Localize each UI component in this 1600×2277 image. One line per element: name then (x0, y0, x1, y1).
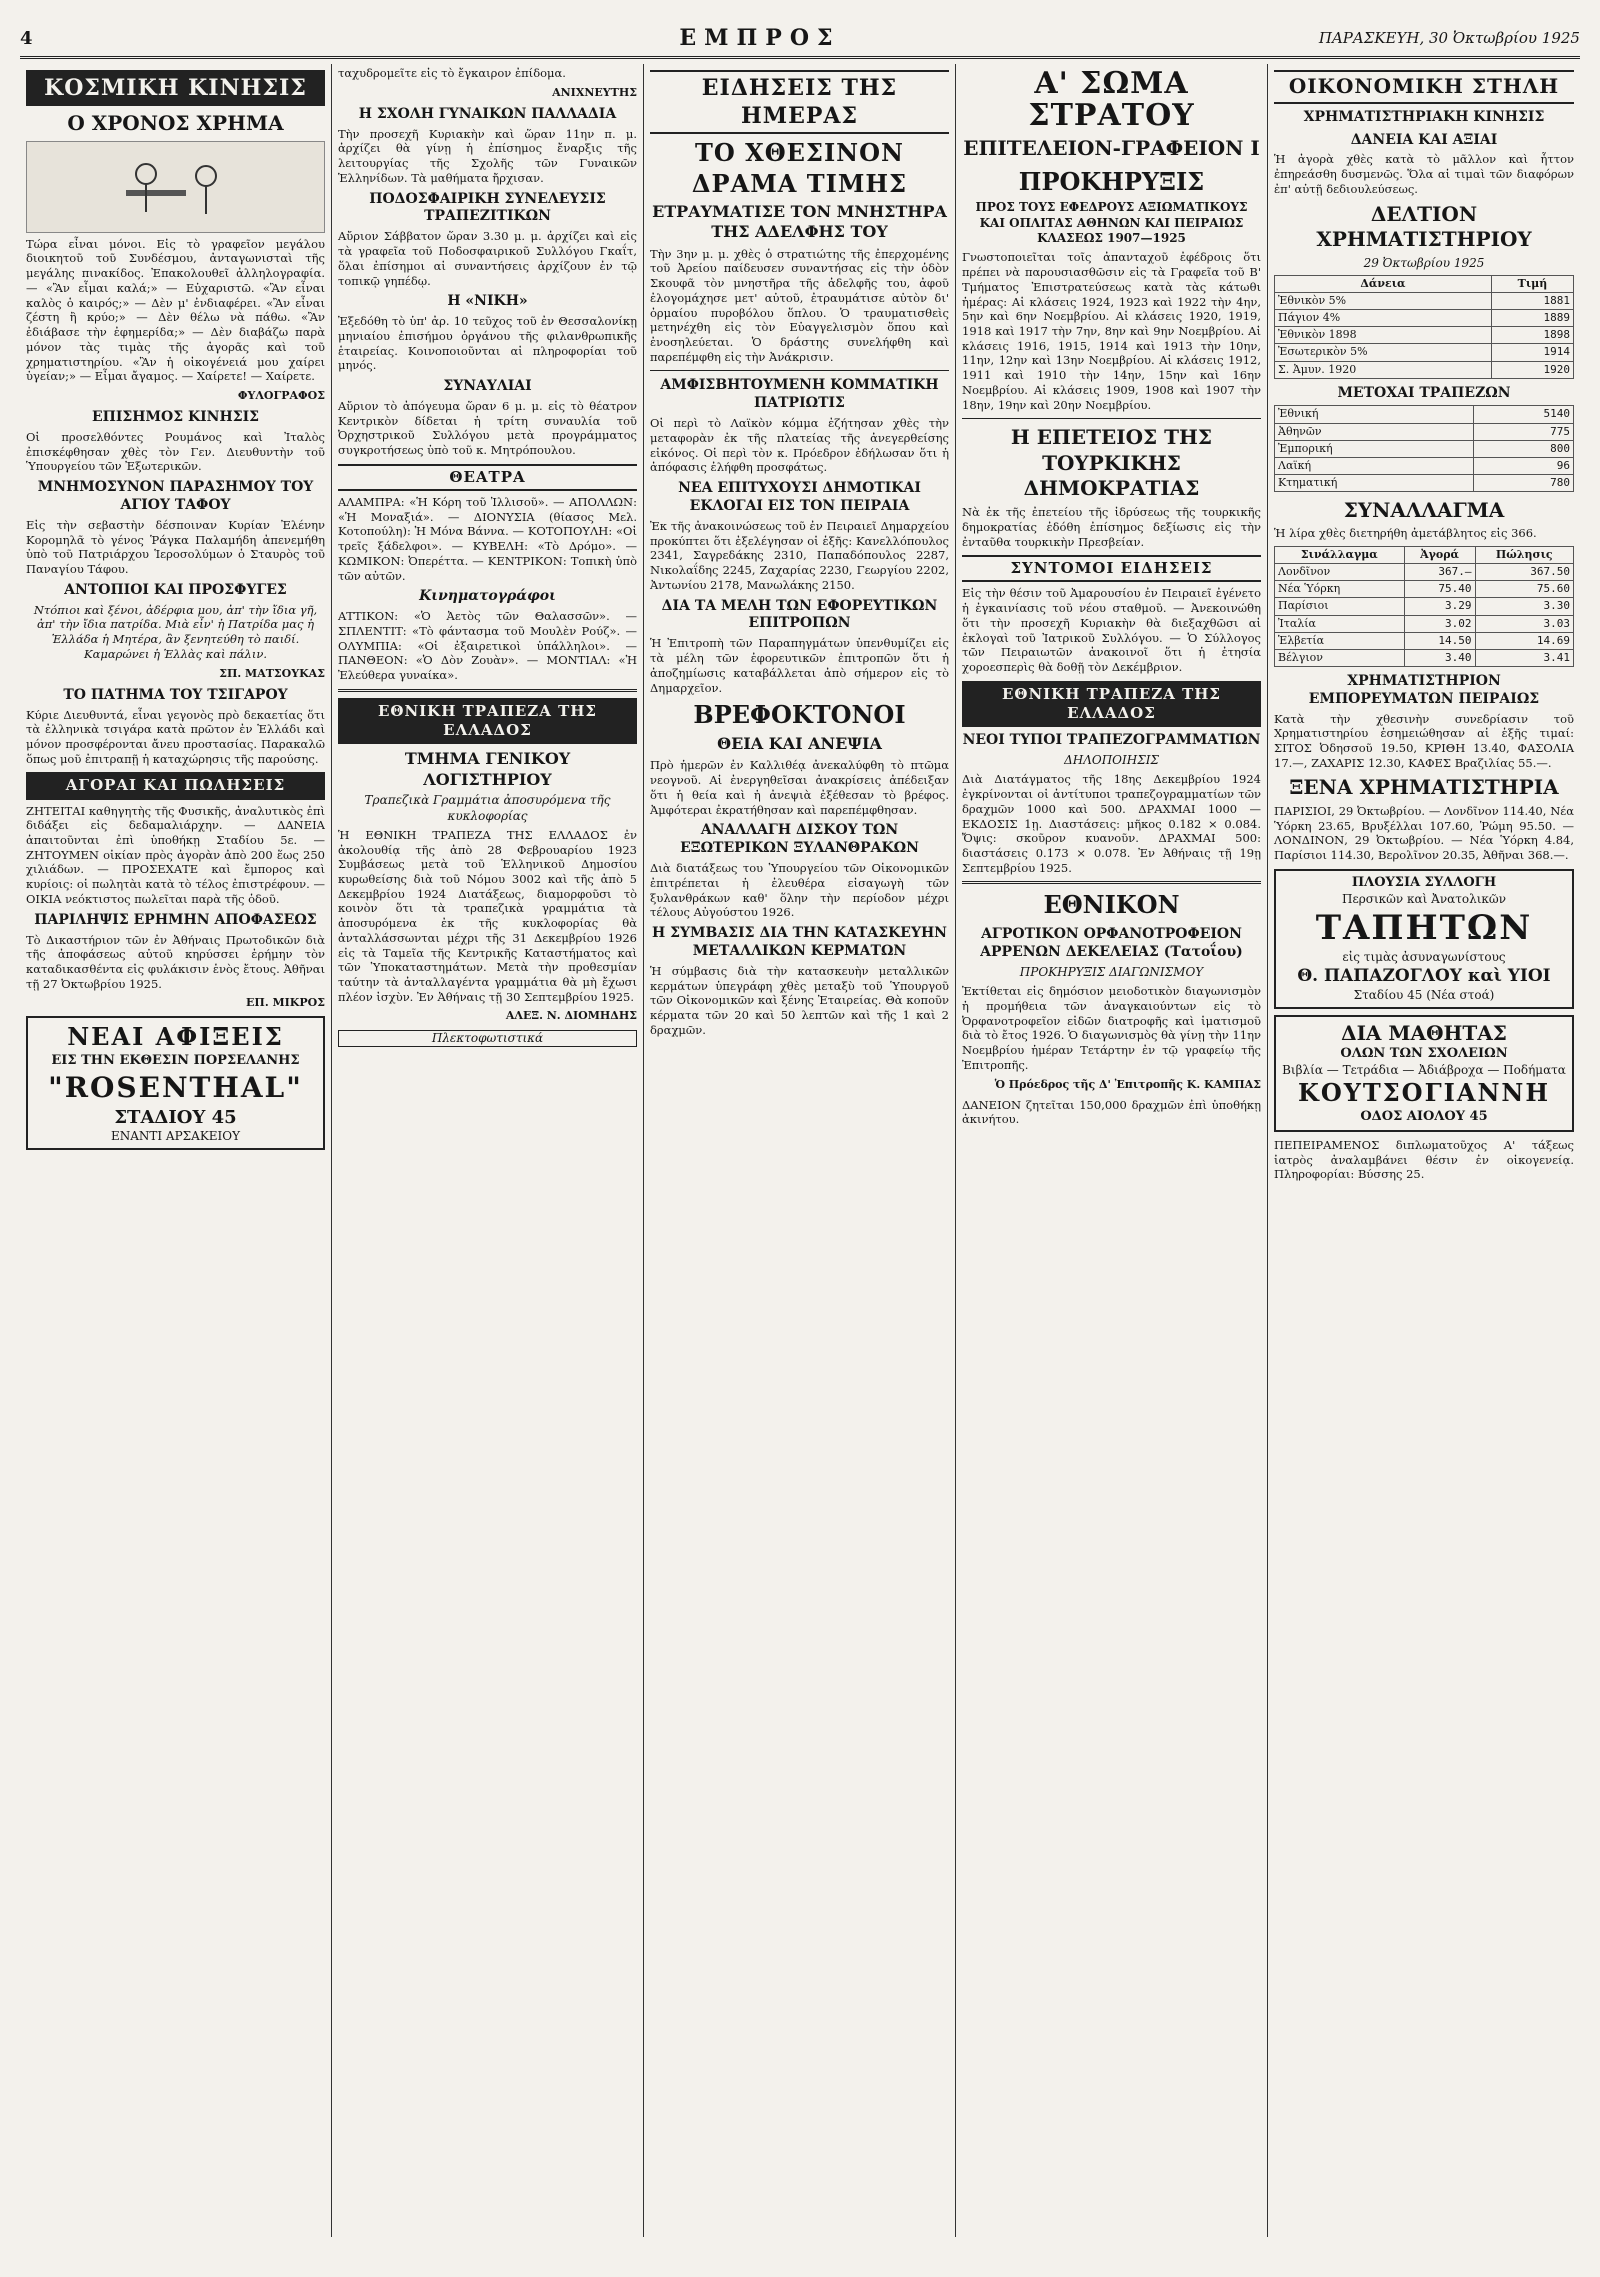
table-cell: 3.40 (1404, 649, 1475, 666)
notice-text: Τὸ Δικαστήριον τῶν ἐν Ἀθήναις Πρωτοδικῶν διὰ τῆς ἀποφάσεως αὐτοῦ κηρύσσει ἐρήμην τὸν καταδικασθέντα εἰς φυλάκισιν ἑνὸς ἔτους. Ἀθῆναι τῇ 27 Ὀκτωβρίου 1925. (26, 932, 325, 991)
bank-ad-footer: Πλεκτοφωτιστικά (338, 1030, 637, 1047)
table-row (1275, 632, 1574, 649)
table-cell: Ἐθνική (1275, 406, 1474, 423)
heading-committees: ΔΙΑ ΤΑ ΜΕΛΗ ΤΩΝ ΕΦΟΡΕΥΤΙΚΩΝ ΕΠΙΤΡΟΠΩΝ (661, 597, 938, 632)
ad-headline: ΠΛΟΥΣΙΑ ΣΥΛΛΟΓΗ (1351, 874, 1497, 890)
rubric-army: Α' ΣΩΜΑ ΣΤΡΑΤΟΥ (1028, 66, 1195, 133)
orphanage-text: Ἐκτίθεται εἰς δημόσιον μειοδοτικὸν διαγωνισμὸν ἡ προμήθεια τῶν ἀναγκαιούντων εἰς τὸ Ὀρφανοτροφεῖον εἰδῶν διατροφῆς καὶ ἱματισμοῦ διὰ τὸ ἔτος 1926. Ὁ διαγωνισμὸς θὰ γίνῃ τὴν 11ην Νοεμβρίου ἡμέραν Τετάρτην ἐν τῷ γραφείῳ τῆς Ἐπιτροπῆς. (962, 984, 1261, 1072)
table-row (1275, 598, 1574, 615)
heading-memorial: ΜΝΗΜΟΣΥΝΟΝ ΠΑΡΑΣΗΜΟΥ ΤΟΥ ΑΓΙΟΥ ΤΑΦΟΥ (37, 479, 314, 513)
loans-text: Ἡ ἀγορὰ χθὲς κατὰ τὸ μᾶλλον καὶ ἧττον ἐπηρεάσθη δυσμενῶς. Ὅλα αἱ τιμαὶ τῶν διαφόρων ἐπ' αὐτῇ δεδιουλεύσεως. (1274, 152, 1574, 196)
table-cell: Ἐσωτερικὸν 5% (1275, 344, 1492, 361)
ad-location: ΕΝΑΝΤΙ ΑΡΣΑΚΕΙΟΥ (110, 1128, 241, 1143)
table-cell: Ἑλβετία (1275, 632, 1405, 649)
rubric-news: ΕΙΔΗΣΕΙΣ ΤΗΣ ΗΜΕΡΑΣ (650, 70, 949, 134)
table-header: Σινάλλαγμα (1275, 547, 1405, 564)
heading-elections: ΝΕΑ ΕΠΙΤΥΧΟΥΣΙ ΔΗΜΟΤΙΚΑΙ ΕΚΛΟΓΑΙ ΕΙΣ ΤΟΝ ΠΕΙΡΑΙΑ (678, 480, 921, 515)
poem-signature: ΣΠ. ΜΑΤΣΟΥΚΑΣ (219, 666, 325, 680)
column-4 (956, 64, 1268, 2237)
ad-headline: ΔΙΑ ΜΑΘΗΤΑΣ (1341, 1020, 1507, 1045)
classified-text: ΠΕΠΕΙΡΑΜΕΝΟΣ διπλωματοῦχος Α' τάξεως ἰατρὸς ἀναλαμβάνει θέσιν ἐν οἰκογενείᾳ. Πληροφορίαι: Βύσσης 25. (1274, 1137, 1574, 1182)
ad-brand: ΚΟΥΤΣΟΓΙΑΝΝΗ (1297, 1078, 1551, 1108)
table-cell: 3.02 (1404, 615, 1475, 632)
heading-piraeus-exchange: ΧΡΗΜΑΤΙΣΤΗΡΙΟΝ ΕΜΠΟΡΕΥΜΑΤΩΝ ΠΕΙΡΑΙΩΣ (1308, 672, 1540, 707)
table-row (1275, 406, 1574, 423)
table-row (1275, 310, 1574, 327)
continued-text: ταχυδρομεῖτε εἰς τὸ ἔγκαιρον ἐπίδομα. (338, 66, 566, 80)
rubric-army-office: ΕΠΙΤΕΛΕΙΟΝ-ΓΡΑΦΕΙΟΝ Ι (963, 136, 1260, 160)
memorial-text: Εἰς τὴν σεβαστὴν δέσποιναν Κυρίαν Ἐλένην Κορομηλᾶ τὸ γένος Ῥάγκα Παλαμήδη ἀπενεμήθη ὑπὸ τοῦ Πατριάρχου Ἱεροσολύμων ὁ Σταυρὸς τοῦ Παναγίου Τάφου. (26, 517, 325, 577)
turkish-republic-text: Νὰ ἐκ τῆς ἐπετείου τῆς ἰδρύσεως τῆς τουρκικῆς δημοκρατίας ἐδόθη ἐπίσημος δεξίωσις εἰς τὴν ἐνταῦθα τουρκικὴν Πρεσβείαν. (962, 505, 1261, 549)
story-signature: ΦΥΛΟΓΡΑΦΟΣ (237, 388, 325, 402)
table-row (1275, 615, 1574, 632)
heading-notice: ΠΑΡΙΛΗΨΙΣ ΕΡΗΜΗΝ ΑΠΟΦΑΣΕΩΣ (34, 911, 317, 928)
heading-infanticide: ΒΡΕΦΟΚΤΟΝΟΙ (693, 700, 906, 730)
ad-brand: Θ. ΠΑΠΑΖΟΓΛΟΥ καὶ ΥΙΟΙ (1297, 965, 1551, 986)
divider (962, 418, 1261, 419)
heading-cigarette: ΤΟ ΠΑΤΗΜΑ ΤΟΥ ΤΣΙΓΑΡΟΥ (63, 686, 288, 703)
table-row (1275, 581, 1574, 598)
orphanage-subtitle-2: ΠΡΟΚΗΡΥΞΙΣ ΔΙΑΓΩΝΙΣΜΟΥ (1019, 964, 1204, 979)
ad-address: ΣΤΑΔΙΟΥ 45 (114, 1106, 237, 1128)
table-row (1275, 440, 1574, 457)
ad-headline: ΝΕΑΙ ΑΦΙΞΕΙΣ (67, 1022, 284, 1052)
table-cell: 96 (1473, 457, 1573, 474)
piraeus-exchange-text: Κατὰ τὴν χθεσινὴν συνεδρίασιν τοῦ Χρηματιστηρίου ἐσημειώθησαν αἱ ἑξῆς τιμαί: ΣΙΤΟΣ Ὀδησσοῦ 19.50, ΚΡΙΘΗ 13.40, ΦΑΣΟΛΙΑ 17.—, ΖΑΧΑΡΙΣ 12.30, ΚΑΦΕΣ Βραζιλίας 55.—. (1274, 711, 1574, 770)
table-row (1275, 361, 1574, 378)
table-cell: 14.50 (1404, 632, 1475, 649)
ad-address: Σταδίου 45 (Νέα στοά) (1353, 987, 1495, 1002)
orphanage-title: ΕΘΝΙΚΟΝ (1043, 890, 1180, 920)
table-header: Πώλησις (1475, 547, 1573, 564)
table-header: Ἀγορά (1404, 547, 1475, 564)
committees-text: Ἡ Ἐπιτροπὴ τῶν Παραπηγμάτων ὑπενθυμίζει εἰς τὰ μέλη τῶν ἐφορευτικῶν ἐπιτροπῶν ὅτι ἡ ἀποζημίωσις καταβάλλεται ἀπὸ σήμερον εἰς τὸ Δημαρχεῖον. (650, 636, 949, 695)
ad-school-supplies (1274, 1015, 1574, 1132)
divider (650, 370, 949, 371)
bank-ad-subtitle: ΤΜΗΜΑ ΓΕΝΙΚΟΥ ΛΟΓΙΣΤΗΡΙΟΥ (404, 749, 571, 789)
table-cell: 1881 (1491, 293, 1573, 310)
ad-subline: Περσικῶν καὶ Ἀνατολικῶν (1342, 891, 1506, 906)
table-cell: 367.— (1404, 564, 1475, 581)
niki-text: Ἐξεδόθη τὸ ὑπ' ἀρ. 10 τεῦχος τοῦ ἐν Θεσσαλονίκῃ μηνιαίου ἐπισήμου ὀργάνου τῆς φιλανθρωπικῆς ἑταιρείας. Κοινοποιοῦνται αἱ πληροφορίαι τοῦ μηνός. (338, 314, 637, 373)
exchange-table (1274, 546, 1574, 667)
brief-news-text: Εἰς τὴν θέσιν τοῦ Ἀμαρουσίου ἐν Πειραιεῖ ἐγένετο ἡ ἐγκαινίασις τοῦ νέου σταθμοῦ. — Ἀνεκοινώθη ὅτι τὴν προσεχῆ Κυριακὴν θὰ διεξαχθῶσι αἱ ἐκλογαὶ τοῦ Ἰατρικοῦ Συλλόγου. — Ὁ Σύλλογος τῶν Πειραιωτῶν ἀνακοινοῖ ὅτι ἡ ἐτησία χοροεσπερὶς θὰ δοθῇ τὸν Δεκέμβριον. (962, 586, 1261, 675)
heading-official: ΕΠΙΣΗΜΟΣ ΚΙΝΗΣΙΣ (91, 409, 260, 426)
charcoal-text: Διὰ διατάξεως του Ὑπουργείου τῶν Οἰκονομικῶν ἐπιτρέπεται ἡ ἐλευθέρα εἰσαγωγὴ τῶν ξυλανθράκων καθ' ὅλην τὴν περίοδον μέχρι τέλους Αὐγούστου 1926. (650, 861, 949, 920)
assembly-text: Αὔριον Σάββατον ὥραν 3.30 μ. μ. ἀρχίζει καὶ εἰς τὰ γραφεῖα τοῦ Ποδοσφαιρικοῦ Συλλόγου Γκαΐτ, ὅλαι ἐπίσημοι αἱ συναντήσεις ἀρχίζουν ἐν τῷ τοπικῷ γηπέδῳ. (338, 229, 637, 288)
heading-patriotism: ΑΜΦΙΣΒΗΤΟΥΜΕΝΗ ΚΟΜΜΑΤΙΚΗ ΠΑΤΡΙΩΤΙΣ (660, 377, 939, 412)
heading-brief-news: ΣΥΝΤΟΜΟΙ ΕΙΔΗΣΕΙΣ (962, 555, 1261, 582)
heading-charcoal: ΑΝΑΛΛΑΓΗ ΔΙΣΚΟΥ ΤΩΝ ΕΞΩΤΕΡΙΚΩΝ ΞΥΛΑΝΘΡΑΚΩΝ (680, 822, 919, 857)
table-cell: 14.69 (1475, 632, 1573, 649)
continued-signature: ΑΝΙΧΝΕΥΤΗΣ (552, 85, 637, 99)
table-cell: Σ. Ἀμυν. 1920 (1275, 361, 1492, 378)
table-cell: Πάγιον 4% (1275, 310, 1492, 327)
infanticide-text: Πρὸ ἡμερῶν ἐν Καλλιθέᾳ ἀνεκαλύφθη τὸ πτῶμα νεογνοῦ. Αἱ ἐνεργηθεῖσαι ἀνακρίσεις ἀπέδειξαν ὅτι ἡ θεία καὶ ἡ ἀνεψιὰ ἐξέθεσαν τὸ βρέφος. Ἀμφότεραι ἐκρατήθησαν καὶ παρεπέμφθησαν. (650, 758, 949, 817)
table-cell: 1898 (1491, 327, 1573, 344)
table-row (1275, 327, 1574, 344)
table-cell: 3.41 (1475, 649, 1573, 666)
table-cell: Ἐμπορική (1275, 440, 1474, 457)
heading-cinemas: Κινηματογράφοι (419, 588, 556, 605)
table-cell: 75.40 (1404, 581, 1475, 598)
table-cell: 75.60 (1475, 581, 1573, 598)
table-cell: Νέα Ὑόρκη (1275, 581, 1405, 598)
ad-brand: "ROSENTHAL" (48, 1070, 303, 1104)
heading-bulletin: ΔΕΛΤΙΟΝ ΧΡΗΜΑΤΙΣΤΗΡΙΟΥ (1316, 201, 1532, 252)
rubric-economy: ΟΙΚΟΝΟΜΙΚΗ ΣΤΗΛΗ (1274, 70, 1574, 104)
ad-subline: ΕΙΣ ΤΗΝ ΕΚΘΕΣΙΝ ΠΟΡΣΕΛΑΝΗΣ (51, 1053, 300, 1069)
infanticide-subtitle: ΘΕΙΑ ΚΑΙ ΑΝΕΨΙΑ (717, 733, 882, 753)
heading-concerts: ΣΥΝΑΥΛΙΑΙ (443, 378, 532, 395)
heading-bank-shares: ΜΕΤΟΧΑΙ ΤΡΑΠΕΖΩΝ (1337, 384, 1511, 401)
masthead (20, 20, 1580, 59)
table-row (1275, 649, 1574, 666)
ad-subline: ΟΛΩΝ ΤΩΝ ΣΧΟΛΕΙΩΝ (1340, 1046, 1508, 1062)
ad-carpets (1274, 869, 1574, 1009)
cinemas-text: ΑΤΤΙΚΟΝ: «Ὁ Ἀετὸς τῶν Θαλασσῶν». — ΣΠΛΕΝΤΙΤ: «Τὸ φάντασμα τοῦ Μουλὲν Ρούζ». — ΟΛΥΜΠΙΑ: «Οἱ ἐξαιρετικοὶ ὑπάλληλοι». — ΠΑΝΘΕΟΝ: «Ὁ Δὸν Ζουὰν». — ΜΟΝΤΙΑΛ: «Ἡ Ἐλεύθερα γυναίκα». (338, 609, 637, 683)
bank-notice-title: ΕΘΝΙΚΗ ΤΡΑΠΕΖΑ ΤΗΣ ΕΛΛΑΔΟΣ (962, 681, 1261, 727)
illustration (26, 141, 325, 233)
proclamation-recipients: ΠΡΟΣ ΤΟΥΣ ΕΦΕΔΡΟΥΣ ΑΞΙΩΜΑΤΙΚΟΥΣ ΚΑΙ ΟΠΛΙΤΑΣ ΑΘΗΝΩΝ ΚΑΙ ΠΕΙΡΑΙΩΣ ΚΛΑΣΕΩΣ 1907—1925 (975, 200, 1248, 246)
bank-notice-text: Διὰ Διατάγματος τῆς 18ης Δεκεμβρίου 1924 ἐγκρίνονται οἱ ἀντίτυποι τραπεζογραμματίων τῶν δραχμῶν 1000 καὶ 500. ΔΡΑΧΜΑΙ 1000 — ΕΚΔΟΣΙΣ 1ῃ. Διαστάσεις: μῆκος 0.182 × 0.084. Ὄψις: σκοῦρον κυανοῦν. ΔΡΑΧΜΑΙ 500: διαστάσεις 0.173 × 0.078. Ἐν Ἀθήναις τῇ 19ῃ Σεπτεμβρίου 1925. (962, 772, 1261, 875)
newspaper-page (20, 20, 1580, 2237)
bank-shares-table (1274, 405, 1574, 491)
table-row (1275, 344, 1574, 361)
heading-exchange: ΣΥΝΑΛΛΑΓΜΑ (1343, 497, 1505, 522)
bank-ad-title: ΕΘΝΙΚΗ ΤΡΑΠΕΖΑ ΤΗΣ ΕΛΛΑΔΟΣ (338, 698, 637, 744)
column-1 (20, 64, 332, 2237)
table-cell: 3.03 (1475, 615, 1573, 632)
lead-text: Τὴν 3ην μ. μ. χθὲς ὁ στρατιώτης τῆς ἐπερχομένης τοῦ Ἀρείου παίδευσεν συναντήσας εἰς τὴν ὁδὸν Σκουφᾶ τὸν μνηστῆρα τῆς ἀδελφῆς του, ἀφοῦ ἐλογομάχησε μετ' αὐτοῦ, ἐτραυμάτισε αὐτὸν δι' ὀρμαίου πυροβόλου ὅπλου. Ὁ τραυματισθεὶς μετηνέχθη εἰς τὸν Εὐαγγελισμὸν ὅπου καὶ ἐνοσηλεύεται. Ὁ δράστης συνελήφθη καὶ παρεπέμφθη εἰς τὴν Ἀνάκρισιν. (650, 246, 949, 364)
bank-notice-subtitle-2: ΔΗΛΟΠΟΙΗΣΙΣ (1064, 753, 1159, 768)
table-cell: 775 (1473, 423, 1573, 440)
heading-school: Η ΣΧΟΛΗ ΓΥΝΑΙΚΩΝ ΠΑΛΛΑΔΙΑ (358, 105, 617, 122)
bank-notice-subtitle: ΝΕΟΙ ΤΥΠΟΙ ΤΡΑΠΕΖΟΓΡΑΜΜΑΤΙΩΝ (962, 732, 1261, 749)
ad-product: ΤΑΠΗΤΩΝ (1315, 907, 1533, 948)
orphanage-subtitle: ΑΓΡΟΤΙΚΟΝ ΟΡΦΑΝΟΤΡΟΦΕΙΟΝ ΑΡΡΕΝΩΝ ΔΕΚΕΛΕΙΑΣ (Τατοΐου) (980, 926, 1243, 961)
table-cell: Παρίσιοι (1275, 598, 1405, 615)
table-cell: Λαϊκή (1275, 457, 1474, 474)
page-number: 4 (20, 27, 33, 49)
market-text: ΖΗΤΕΙΤΑΙ καθηγητὴς τῆς Φυσικῆς, ἀναλυτικὸς ἐπὶ διδάξει εἰς δεδαμαλιάρχην. — ΔΑΝΕΙΑ ἀπαιτοῦνται ἐπὶ ὑποθήκῃ Σταδίου 5ε. — ΖΗΤΟΥΜΕΝ οἰκίαν πρὸς ἀγορὰν ἀπὸ 200 ἕως 250 χιλιάδων. — ΠΡΟΣΕΧΑΤΕ καὶ ἔμπορος καὶ κυρίοις: οἱ πωλητὰι κατὰ τὸ τέλος ἐπιστρέφουν. — ΟΙΚΙΑ νεόκτιστος πωλεῖται παρὰ τῆς ὁδοῦ. (26, 803, 325, 906)
table-cell: Ἀθηνῶν (1275, 423, 1474, 440)
lead-title: ΤΟ ΧΘΕΣΙΝΟΝ ΔΡΑΜΑ ΤΙΜΗΣ (691, 138, 908, 199)
heading-niki: Η «ΝΙΚΗ» (447, 293, 528, 310)
ad-rosenthal (26, 1016, 325, 1150)
school-text: Τὴν προσεχῆ Κυριακὴν καὶ ὥραν 11ην π. μ. ἀρχίζει θὰ γίνῃ ἡ ἐπίσημος ἔναρξις τῆς λειτουργίας τῆς Σχολῆς τῶν Γυναικῶν Ἑλληνίδων. Τὰ μαθήματα ἤρχισαν. (338, 126, 637, 185)
columns (20, 64, 1580, 2237)
illustration-icon (116, 152, 236, 222)
rubric-social: ΚΟΣΜΙΚΗ ΚΙΝΗΣΙΣ (26, 70, 325, 106)
table-cell: 1889 (1491, 310, 1573, 327)
table-cell: Λονδῖνον (1275, 564, 1405, 581)
heading-foreign-exchanges: ΞΕΝΑ ΧΡΗΜΑΤΙΣΤΗΡΙΑ (1289, 775, 1559, 800)
ad-prices: εἰς τιμὰς ἀσυναγωνίστους (1342, 950, 1506, 965)
loans-table (1274, 275, 1574, 378)
exchange-note: Ἡ λίρα χθὲς διετηρήθη ἀμετάβλητος εἰς 366. (1274, 526, 1537, 541)
ad-products: Βιβλία — Τετράδια — Ἀδιάβροχα — Ποδήματα (1282, 1063, 1566, 1078)
lead-subtitle: ΕΤΡΑΥΜΑΤΙΣΕ ΤΟΝ ΜΝΗΣΤΗΡΑ ΤΗΣ ΑΔΕΛΦΗΣ ΤΟΥ (652, 201, 947, 242)
column-2 (332, 64, 644, 2237)
bank-ad-signature: ΑΛΕΞ. Ν. ΔΙΟΜΗΔΗΣ (505, 1009, 637, 1023)
heading-loans: ΔΑΝΕΙΑ ΚΑΙ ΑΞΙΑΙ (1350, 131, 1498, 148)
heading-assembly: ΠΟΔΟΣΦΑΙΡΙΚΗ ΣΥΝΕΛΕΥΣΙΣ ΤΡΑΠΕΖΙΤΙΚΩΝ (369, 190, 606, 225)
concerts-text: Αὔριον τὸ ἀπόγευμα ὥραν 6 μ. μ. εἰς τὸ θέατρον Κεντρικὸν δίδεται ἡ τρίτη συναυλία τοῦ Ὀρχηστρικοῦ Συλλόγου μετὰ προγράμματος συγκροτήσεως ὑπὸ τοῦ κ. Μητρόπουλου. (338, 398, 637, 458)
cigarette-text: Κύριε Διευθυντά, εἶναι γεγονὸς πρὸ δεκαετίας ὅτι τὰ ἐλληνικὰ τσιγάρα κατὰ πρῶτον ἐν Ἑλλάδι καὶ μόνον προσφέρονται ἄνευ προστασίας. Παρακαλῶ ὅπως μοῦ ἐπιτραπῇ ἡ καταχώρησις τῆς παρούσης. (26, 707, 325, 766)
table-row (1275, 474, 1574, 491)
loan-classified: ΔΑΝΕΙΟΝ ζητεῖται 150,000 δραχμῶν ἐπὶ ὑποθήκῃ ἀκινήτου. (962, 1097, 1261, 1127)
table-cell: 5140 (1473, 406, 1573, 423)
proclamation-title: ΠΡΟΚΗΡΥΞΙΣ (1018, 166, 1205, 196)
newspaper-title: ΕΜΠΡΟΣ (679, 25, 841, 51)
proclamation-text: Γνωστοποιεῖται τοῖς ἀπανταχοῦ ἐφέδροις ὅτι πρέπει νὰ παρουσιασθῶσιν εἰς τὰ Γραφεῖα τοῦ Β' Τμήματος Ἐπιστρατεύσεως κατὰ τὰς κάτωθι ἡμέρας: Αἱ κλάσεις 1924, 1923 καὶ 1922 τὴν 4ην, 5ην καὶ 6ην Νοεμβρίου. Αἱ κλάσεις 1920, 1919, 1918 καὶ 1917 τὴν 7ην, 8ην καὶ 9ην Νοεμβρίου. Αἱ κλάσεις 1916, 1915, 1914 καὶ 1913 τὴν 10ην, 11ην, 12ην καὶ 13ην Νοεμβρίου. Αἱ κλάσεις 1912, 1911 καὶ 1910 τὴν 14ην, 15ην καὶ 16ην Νοεμβρίου. Αἱ κλάσεις 1909, 1908 καὶ 1907 τὴν 18ην, 19ην καὶ 20ην Νοεμβρίου. (962, 250, 1261, 412)
bank-ad-subtitle-2: Τραπεζικὰ Γραμμάτια ἀποσυρόμενα τῆς κυκλοφορίας (364, 793, 611, 823)
table-cell: 367.50 (1475, 564, 1573, 581)
column-5 (1268, 64, 1580, 2237)
table-header: Δάνεια (1275, 276, 1492, 293)
bank-ad-text: Ἡ ΕΘΝΙΚΗ ΤΡΑΠΕΖΑ ΤΗΣ ΕΛΛΑΔΟΣ ἐν ἀκολουθίᾳ τῆς ἀπὸ 28 Φεβρουαρίου 1923 Συμβάσεως μετὰ τοῦ Ἑλληνικοῦ Δημοσίου κυρωθείσης διὰ τοῦ Νόμου 3002 καὶ τῆς ἀπὸ 5 Δεκεμβρίου 1924 Διατάξεως, διαμορφοῦσι τὸ κοινὸν ὅτι τὰ τραπεζικὰ γραμμάτια τὰ ἀποσυρόμενα ἐκ τῆς κυκλοφορίας θὰ ἀνταλλάσσωνται μέχρι τῆς 31 Δεκεμβρίου 1926 εἰς τὰ Ταμεῖα τῆς Κεντρικῆς Καταστήματος καὶ τῶν Ὑποκαταστημάτων. Μετὰ τὴν προθεσμίαν ταύτην τὰ ἀνταλλαγέντα γραμμάτια θὰ μὴ ἔχωσι πλέον ἰσχὺν. Ἐν Ἀθήναις τῇ 30 Σεπτεμβρίου 1925. (338, 827, 637, 1004)
story-title: Ο ΧΡΟΝΟΣ ΧΡΗΜΑ (67, 111, 284, 136)
table-row (1275, 564, 1574, 581)
divider (962, 881, 1261, 884)
economy-subtitle: ΧΡΗΜΑΤΙΣΤΗΡΙΑΚΗ ΚΙΝΗΣΙΣ (1303, 108, 1545, 125)
table-cell: 1920 (1491, 361, 1573, 378)
table-row (1275, 293, 1574, 310)
heading-market: ΑΓΟΡΑΙ ΚΑΙ ΠΩΛΗΣΕΙΣ (26, 772, 325, 799)
story-text: Τώρα εἶναι μόνοι. Εἰς τὸ γραφεῖον μεγάλου διοικητοῦ τοῦ Συνδέσμου, ἀνταγωνισταὶ τῆς μεγάλης πινακίδος. Ἐπακολουθεῖ ἀλληλογραφία. — «Ἂν εἶμαι καλά;» — Εὐχαριστῶ. «Ἂν εἶναι καλὸς ὁ καιρός;» — Δὲν μ' ἐνδιαφέρει. «Ἂν εἶναι ζέστη ἢ κρύο;» — Δὲν θέλω νὰ πάθω. «Ἂν ἐδιάβασε τὴν ἐφημερίδα;» — Δὲν διαβάζω παρὰ μόνον τὰς τιμὰς τῆς ἀγορᾶς καὶ τοῦ χρηματιστηρίου. «Ἂν ἡ οἰκογένειά μου χαίρει ὑγείαν;» — Εἶμαι ἄγαμος. — Χαίρετε! — Χαίρετε. (26, 236, 325, 384)
heading-turkish-republic: Η ΕΠΕΤΕΙΟΣ ΤΗΣ ΤΟΥΡΚΙΚΗΣ ΔΗΜΟΚΡΑΤΙΑΣ (1010, 425, 1213, 501)
table-cell: Ἰταλία (1275, 615, 1405, 632)
theatres-text: ΑΛΑΜΠΡΑ: «Ἡ Κόρη τοῦ Ἰλλισοῦ». — ΑΠΟΛΛΩΝ: «Ἡ Μοναξιά». — ΔΙΟΝΥΣΙΑ (θίασος Μελ. Κοτοπούλη): Ἡ Μόνα Βάννα. — ΚΟΤΟΠΟΥΛΗ: «Οἱ τρεῖς ξάδελφοι». — ΚΥΒΕΛΗ: «Τὸ Δρόμο». — ΚΩΜΙΚΟΝ: Ὀπερέττα. — ΚΕΝΤΡΙΚΟΝ: Τοπικὴ ὑπὸ τῶν αὐτῶν. (338, 495, 637, 583)
table-cell: 1914 (1491, 344, 1573, 361)
table-cell: 3.29 (1404, 598, 1475, 615)
elections-text: Ἐκ τῆς ἀνακοινώσεως τοῦ ἐν Πειραιεῖ Δημαρχείου προκύπτει ὅτι ἐξελέγησαν οἱ ἑξῆς: Κανελλόπουλος 2341, Σαγρεδάκης 2310, Παπαδόπουλος 2287, Νικολαΐδης 2245, Ζαχαρίας 2230, Γεωργίου 2202, Ἀντωνίου 2178, Μανωλάκης 2150. (650, 518, 949, 592)
table-row (1275, 457, 1574, 474)
heading-coins: Η ΣΥΜΒΑΣΙΣ ΔΙΑ ΤΗΝ ΚΑΤΑΣΚΕΥΗΝ ΜΕΤΑΛΛΙΚΩΝ ΚΕΡΜΑΤΩΝ (652, 924, 947, 959)
column-3 (644, 64, 956, 2237)
table-row (1275, 423, 1574, 440)
notice-signature: ΕΠ. ΜΙΚΡΟΣ (246, 996, 325, 1010)
poem-text: Ντόπιοι καὶ ξένοι, ἀδέρφια μου, ἀπ' τὴν ἴδια γῆ, ἀπ' τὴν ἴδια πατρίδα. Μιὰ εἶν' ἡ Πατρίδα μας ἡ Ἑλλάδα ἡ Μητέρα, ἂν ξενητεύθη τὸ παιδί. Καμαρώνει ἡ Ἑλλὰς καὶ πάλιν. (33, 602, 318, 661)
heading-theatres: ΘΕΑΤΡΑ (338, 464, 637, 491)
table-cell: 780 (1473, 474, 1573, 491)
patriotism-text: Οἱ περὶ τὸ Λαϊκὸν κόμμα ἐζήτησαν χθὲς τὴν μεταφορὰν ἐκ τῆς πλατείας τῆς ἀνεγερθείσης εἰκόνος. Οἱ περὶ τὸν κ. Πρόεδρον ἐδήλωσαν ὅτι ἡ ἀπόφασις ἐλήφθη προσφάτως. (650, 416, 949, 475)
table-cell: Βέλγιον (1275, 649, 1405, 666)
coins-text: Ἡ σύμβασις διὰ τὴν κατασκευὴν μεταλλικῶν κερμάτων ὑπεγράφη χθὲς μεταξὺ τοῦ Ὑπουργοῦ τῶν Οἰκονομικῶν καὶ ξένης Ἐταιρείας. Θὰ κοποῦν κέρματα τῶν 20 καὶ 50 λεπτῶν καὶ τῆς 1 καὶ 2 δραχμῶν. (650, 963, 949, 1037)
official-text: Οἱ προσελθόντες Ρουμάνος καὶ Ἰταλὸς ἐπισκέφθησαν χθὲς τὸν Γεν. Διευθυντὴν τοῦ Ὑπουργείου τῶν Ἐξωτερικῶν. (26, 429, 325, 474)
table-cell: Ἐθνικὸν 1898 (1275, 327, 1492, 344)
ad-address: ΟΔΟΣ ΑΙΟΛΟΥ 45 (1360, 1109, 1488, 1125)
bulletin-date: 29 Ὀκτωβρίου 1925 (1363, 255, 1485, 270)
table-cell: 800 (1473, 440, 1573, 457)
table-cell: Κτηματική (1275, 474, 1474, 491)
heading-poem: ΑΝΤΟΠΙΟΙ ΚΑΙ ΠΡΟΣΦΥΓΕΣ (64, 581, 287, 598)
table-cell: 3.30 (1475, 598, 1573, 615)
table-header: Τιμή (1491, 276, 1573, 293)
table-cell: Ἐθνικὸν 5% (1275, 293, 1492, 310)
orphanage-signature: Ὁ Πρόεδρος τῆς Δ' Ἐπιτροπῆς Κ. ΚΑΜΠΑΣ (994, 1077, 1261, 1091)
foreign-exchanges-text: ΠΑΡΙΣΙΟΙ, 29 Ὀκτωβρίου. — Λονδῖνον 114.40, Νέα Ὑόρκη 23.65, Βρυξέλλαι 107.60, Ῥώμη 95.50. — ΛΟΝΔΙΝΟΝ, 29 Ὀκτωβρίου. — Νέα Ὑόρκη 4.84, Παρίσιοι 114.30, Βερολῖνον 20.35, Ἀθῆναι 368.—. (1274, 804, 1574, 863)
divider (338, 689, 637, 692)
issue-date: ΠΑΡΑΣΚΕΥΗ, 30 Ὀκτωβρίου 1925 (1318, 29, 1580, 47)
